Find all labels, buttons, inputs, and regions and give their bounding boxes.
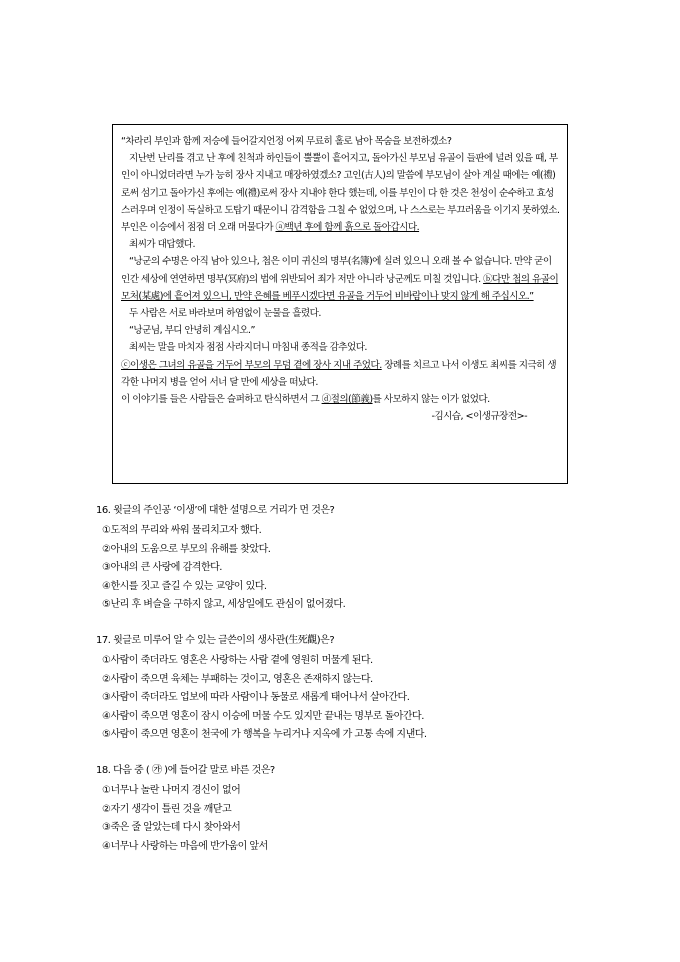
passage-paragraph <box>121 391 561 408</box>
passage-text: 최씨가 대답했다. <box>129 239 196 251</box>
question-stem: 17. 윗글로 미루어 알 수 있는 글쓴이의 생사관(生死觀)은? <box>96 635 335 646</box>
passage-box <box>112 124 568 484</box>
question-17 <box>96 633 427 745</box>
passage-text: “차라리 부인과 함께 저승에 들어갈지언정 어찌 무료히 홀로 남아 목숨을 보전하겠소? <box>121 136 452 147</box>
question-stem: 16. 윗글의 주인공 ‘이생’에 대한 설명으로 거리가 먼 것은? <box>96 505 335 516</box>
passage-paragraph <box>121 322 561 339</box>
passage-text: 지난번 난리를 겪고 난 후에 친척과 하인들이 뿔뿔이 흩어지고, 돌아가신 부모님 유골이 들판에 널려 있을 때, 부인이 아니었더라면 누가 능히 장사 지내고 매장하였겠소? 고인(古人)의 말씀에 부모님이 살아 계실 때에는 예(禮)로써 섬기고 돌아가신 후에는 예(禮)로써 장사 지내야 한다 했는데, 이를 부인이 다 한 것은 천성이 순수하고 효성스러우며 인정이 독실하고 도탑기 때문이니 감격함을 그칠 수 없었으며, 나 스스로는 부끄러움을 이기지 못하였소. 부인은 이승에서 점점 더 오래 머물다가 <box>121 153 560 234</box>
answer-option[interactable]: ②사람이 죽으면 육체는 부패하는 것이고, 영혼은 존재하지 않는다. <box>102 673 373 685</box>
passage-paragraph <box>121 357 561 391</box>
underlined-phrase: ⓑ다만 첩의 유골이 모처(某處)에 흩어져 있으니, 만약 은혜를 베푸시겠다면 유골을 거두어 비바람이나 맞지 않게 해 주십시오.” <box>121 273 559 302</box>
answer-option[interactable]: ②자기 생각이 틀린 것을 깨닫고 <box>102 803 232 815</box>
passage-paragraph <box>121 150 561 236</box>
passage-paragraph <box>121 236 561 253</box>
passage-text: 두 사람은 서로 바라보며 하염없이 눈물을 흘렸다. <box>129 308 321 320</box>
answer-option[interactable]: ④사람이 죽으면 영혼이 잠시 이승에 머물 수도 있지만 끝내는 명부로 돌아간다. <box>102 710 424 722</box>
passage-paragraph <box>121 305 561 322</box>
answer-option[interactable]: ③죽은 줄 알았는데 다시 찾아와서 <box>102 822 241 833</box>
question-18 <box>96 763 275 856</box>
passage-text: 최씨는 말을 마치자 점점 사라지더니 마침내 종적을 감추었다. <box>129 342 367 354</box>
passage-paragraph <box>121 339 561 356</box>
passage-text: “낭군님, 부디 안녕히 계십시오.” <box>129 325 255 337</box>
passage-text: 장례를 치르고 나서 이생도 최씨를 지극히 생각한 나머지 병을 얻어 서너 달 만에 세상을 떠났다. <box>121 359 557 388</box>
answer-option[interactable]: ①사람이 죽더라도 영혼은 사랑하는 사람 곁에 영원히 머물게 된다. <box>102 655 373 666</box>
underlined-phrase: ⓒ이생은 그녀의 유골을 거두어 부모의 무덤 곁에 장사 지내 주었다. <box>121 359 382 371</box>
question-stem: 18. 다음 중 ( ㉮ )에 들어갈 말로 바른 것은? <box>96 765 275 776</box>
underlined-phrase: ⓐ백년 후에 함께 흙으로 돌아갑시다. <box>275 222 420 234</box>
answer-option[interactable]: ③사람이 죽더라도 업보에 따라 사람이나 동물로 새롭게 태어나서 살아간다. <box>102 692 410 703</box>
passage-paragraph <box>121 133 561 150</box>
passage-text: 를 사모하지 않는 이가 없었다. <box>372 394 490 406</box>
answer-option[interactable]: ①도적의 무리와 싸워 물리치고자 했다. <box>102 525 262 536</box>
answer-option[interactable]: ④한시를 짓고 즐길 수 있는 교양이 있다. <box>102 580 267 592</box>
passage-text: “낭군의 수명은 아직 남아 있으나, 첩은 이미 귀신의 명부(名簿)에 실려 있으니 오래 볼 수 없습니다. 만약 굳이 인간 세상에 연연하면 명부(冥府)의 법에 위반되어 죄가 저만 아니라 낭군께도 미칠 것입니다. <box>121 256 552 285</box>
underlined-phrase: ⓓ절의(節義) <box>321 394 373 406</box>
answer-option[interactable]: ②아내의 도움으로 부모의 유해를 찾았다. <box>102 543 271 555</box>
answer-option[interactable]: ①너무나 놀란 나머지 경신이 없어 <box>102 785 241 796</box>
passage-text: 이 이야기를 들은 사람들은 슬퍼하고 탄식하면서 그 <box>121 394 322 406</box>
answer-option[interactable]: ⑤사람이 죽으면 영혼이 천국에 가 행복을 누리거나 지옥에 가 고통 속에 지낸다. <box>102 729 427 740</box>
passage-paragraph <box>121 253 561 305</box>
answer-option[interactable]: ③아내의 큰 사랑에 감격한다. <box>102 562 222 573</box>
passage-source: -김시습, <이생규장전>- <box>431 411 527 423</box>
answer-option[interactable]: ④너무나 사랑하는 마음에 반가움이 앞서 <box>102 840 268 852</box>
answer-option[interactable]: ⑤난리 후 벼슬을 구하지 않고, 세상일에도 관심이 없어졌다. <box>102 599 346 610</box>
question-16 <box>96 503 345 615</box>
